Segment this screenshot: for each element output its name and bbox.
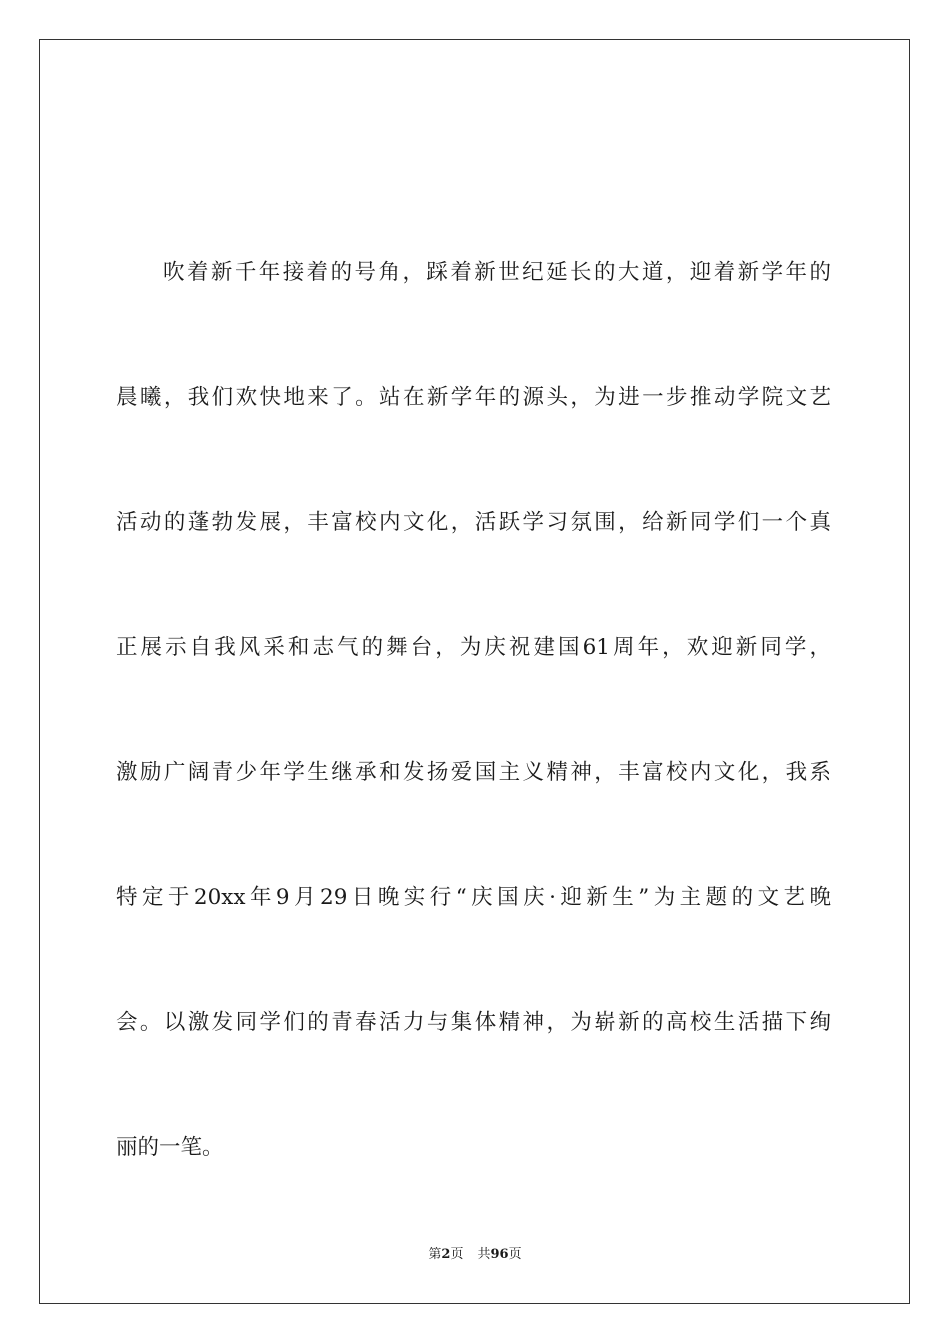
total-suffix: 页 (508, 1247, 522, 1262)
paragraph-line-2: 晨曦，我们欢快地来了。站在新学年的源头，为进一步推动学院文艺 (116, 385, 831, 410)
paragraph-line-8: 丽的一笔。 (116, 1135, 224, 1160)
paragraph-line-3: 活动的蓬勃发展，丰富校内文化，活跃学习氛围，给新同学们一个真 (116, 510, 831, 535)
page-prefix: 第 (428, 1247, 442, 1262)
page-suffix: 页 (450, 1247, 464, 1262)
paragraph-line-1: 吹着新千年接着的号角，踩着新世纪延长的大道，迎着新学年的 (163, 260, 831, 285)
page-number: 2 (441, 1247, 451, 1262)
paragraph-line-7: 会。以激发同学们的青春活力与集体精神，为崭新的高校生活描下绚 (116, 1010, 831, 1035)
paragraph-line-4: 正展示自我风采和志气的舞台，为庆祝建国61周年，欢迎新同学， (116, 635, 831, 660)
page-border (39, 39, 910, 1304)
paragraph-line-6: 特定于20xx年9月29日晚实行“庆国庆·迎新生”为主题的文艺晚 (116, 885, 831, 910)
total-pages: 96 (490, 1247, 509, 1262)
paragraph-line-5: 激励广阔青少年学生继承和发扬爱国主义精神，丰富校内文化，我系 (116, 760, 831, 785)
page-footer (0, 1246, 950, 1264)
total-prefix: 共 (477, 1247, 491, 1262)
